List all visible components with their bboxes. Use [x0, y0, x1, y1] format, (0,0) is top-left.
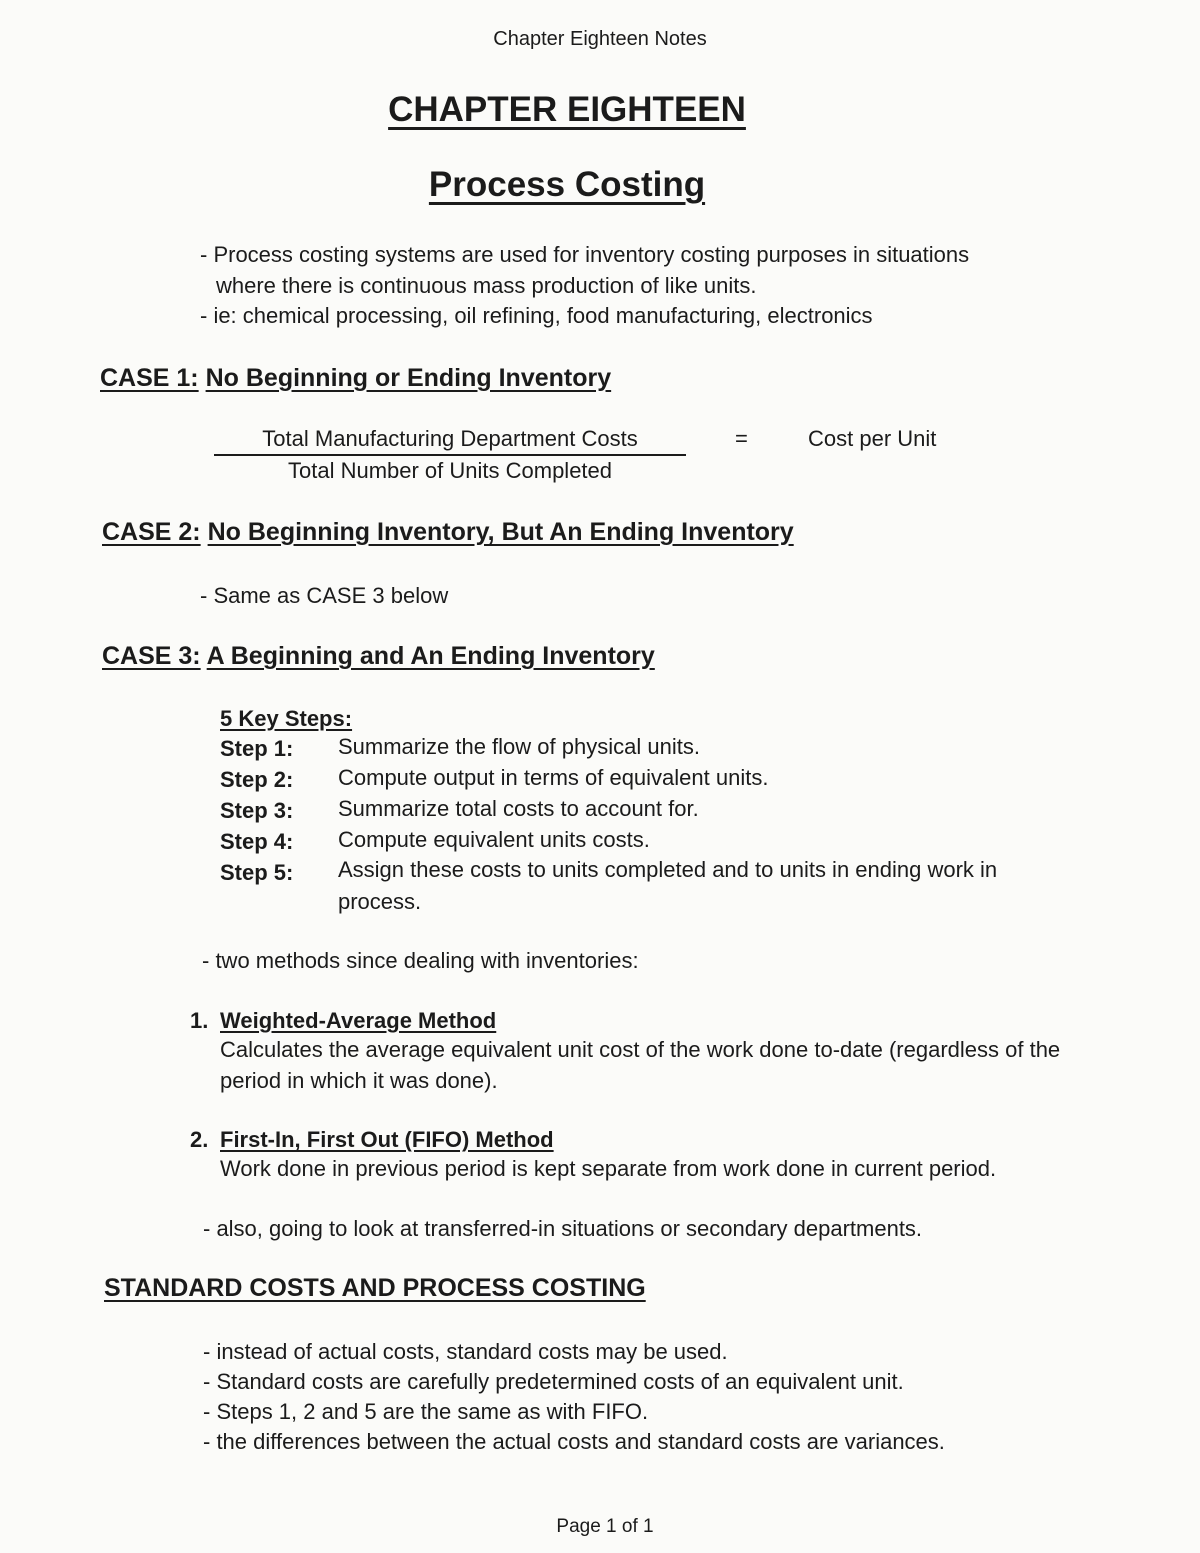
standard-line: - Steps 1, 2 and 5 are the same as with FIFO.: [203, 1399, 649, 1424]
page-title: Process Costing: [428, 165, 706, 204]
case1-title: No Beginning or Ending Inventory: [205, 364, 612, 392]
running-header: Chapter Eighteen Notes: [493, 28, 707, 50]
case3-label: CASE 3:: [102, 642, 201, 670]
step-text: Summarize total costs to account for.: [338, 796, 699, 821]
case2-note: - Same as CASE 3 below: [200, 583, 449, 608]
case2-heading: [102, 518, 794, 547]
step-label: Step 4:: [220, 829, 294, 854]
step-label: Step 2:: [220, 767, 294, 792]
standard-line: - Standard costs are carefully predetermined costs of an equivalent unit.: [203, 1369, 904, 1394]
standard-line: - instead of actual costs, standard costs may be used.: [203, 1339, 728, 1364]
case2-title: No Beginning Inventory, But An Ending Inventory: [207, 518, 794, 546]
also-note: - also, going to look at transferred-in situations or secondary departments.: [203, 1216, 923, 1241]
method-description: Work done in previous period is kept separate from work done in current period.: [220, 1156, 997, 1181]
intro-line: where there is continuous mass production of like units.: [216, 273, 757, 298]
formula-equals: =: [735, 426, 748, 451]
steps-title: 5 Key Steps:: [220, 706, 353, 731]
methods-intro: - two methods since dealing with inventories:: [202, 948, 639, 973]
method-name: Weighted-Average Method: [220, 1008, 497, 1033]
step-text: Compute equivalent units costs.: [338, 827, 650, 852]
method-number: 2.: [190, 1127, 209, 1152]
case3-heading: [102, 642, 655, 671]
intro-line: - Process costing systems are used for inventory costing purposes in situations: [200, 242, 970, 267]
step-label: Step 1:: [220, 736, 294, 761]
standard-line: - the differences between the actual costs and standard costs are variances.: [203, 1429, 945, 1454]
method-number: 1.: [190, 1008, 209, 1033]
case3-title: A Beginning and An Ending Inventory: [206, 642, 655, 670]
step-text: Summarize the flow of physical units.: [338, 734, 700, 759]
intro-line: - ie: chemical processing, oil refining, food manufacturing, electronics: [200, 303, 873, 328]
case1-label: CASE 1:: [100, 364, 199, 392]
step-label: Step 5:: [220, 860, 294, 885]
formula-denominator: Total Number of Units Completed: [287, 458, 613, 483]
step-text: Assign these costs to units completed and to units in ending work in process.: [338, 857, 998, 914]
method-description: Calculates the average equivalent unit cost of the work done to-date (regardless of the period in which it was done).: [220, 1037, 1061, 1093]
chapter-title: CHAPTER EIGHTEEN: [388, 90, 746, 129]
formula-numerator: Total Manufacturing Department Costs: [214, 426, 686, 456]
case2-label: CASE 2:: [102, 518, 201, 546]
formula-result: Cost per Unit: [808, 426, 937, 451]
case1-heading: [100, 364, 611, 393]
page-number: Page 1 of 1: [556, 1516, 654, 1537]
step-text: Compute output in terms of equivalent units.: [338, 765, 769, 790]
step-label: Step 3:: [220, 798, 294, 823]
method-name: First-In, First Out (FIFO) Method: [220, 1127, 554, 1152]
standard-costs-heading: STANDARD COSTS AND PROCESS COSTING: [104, 1274, 646, 1302]
